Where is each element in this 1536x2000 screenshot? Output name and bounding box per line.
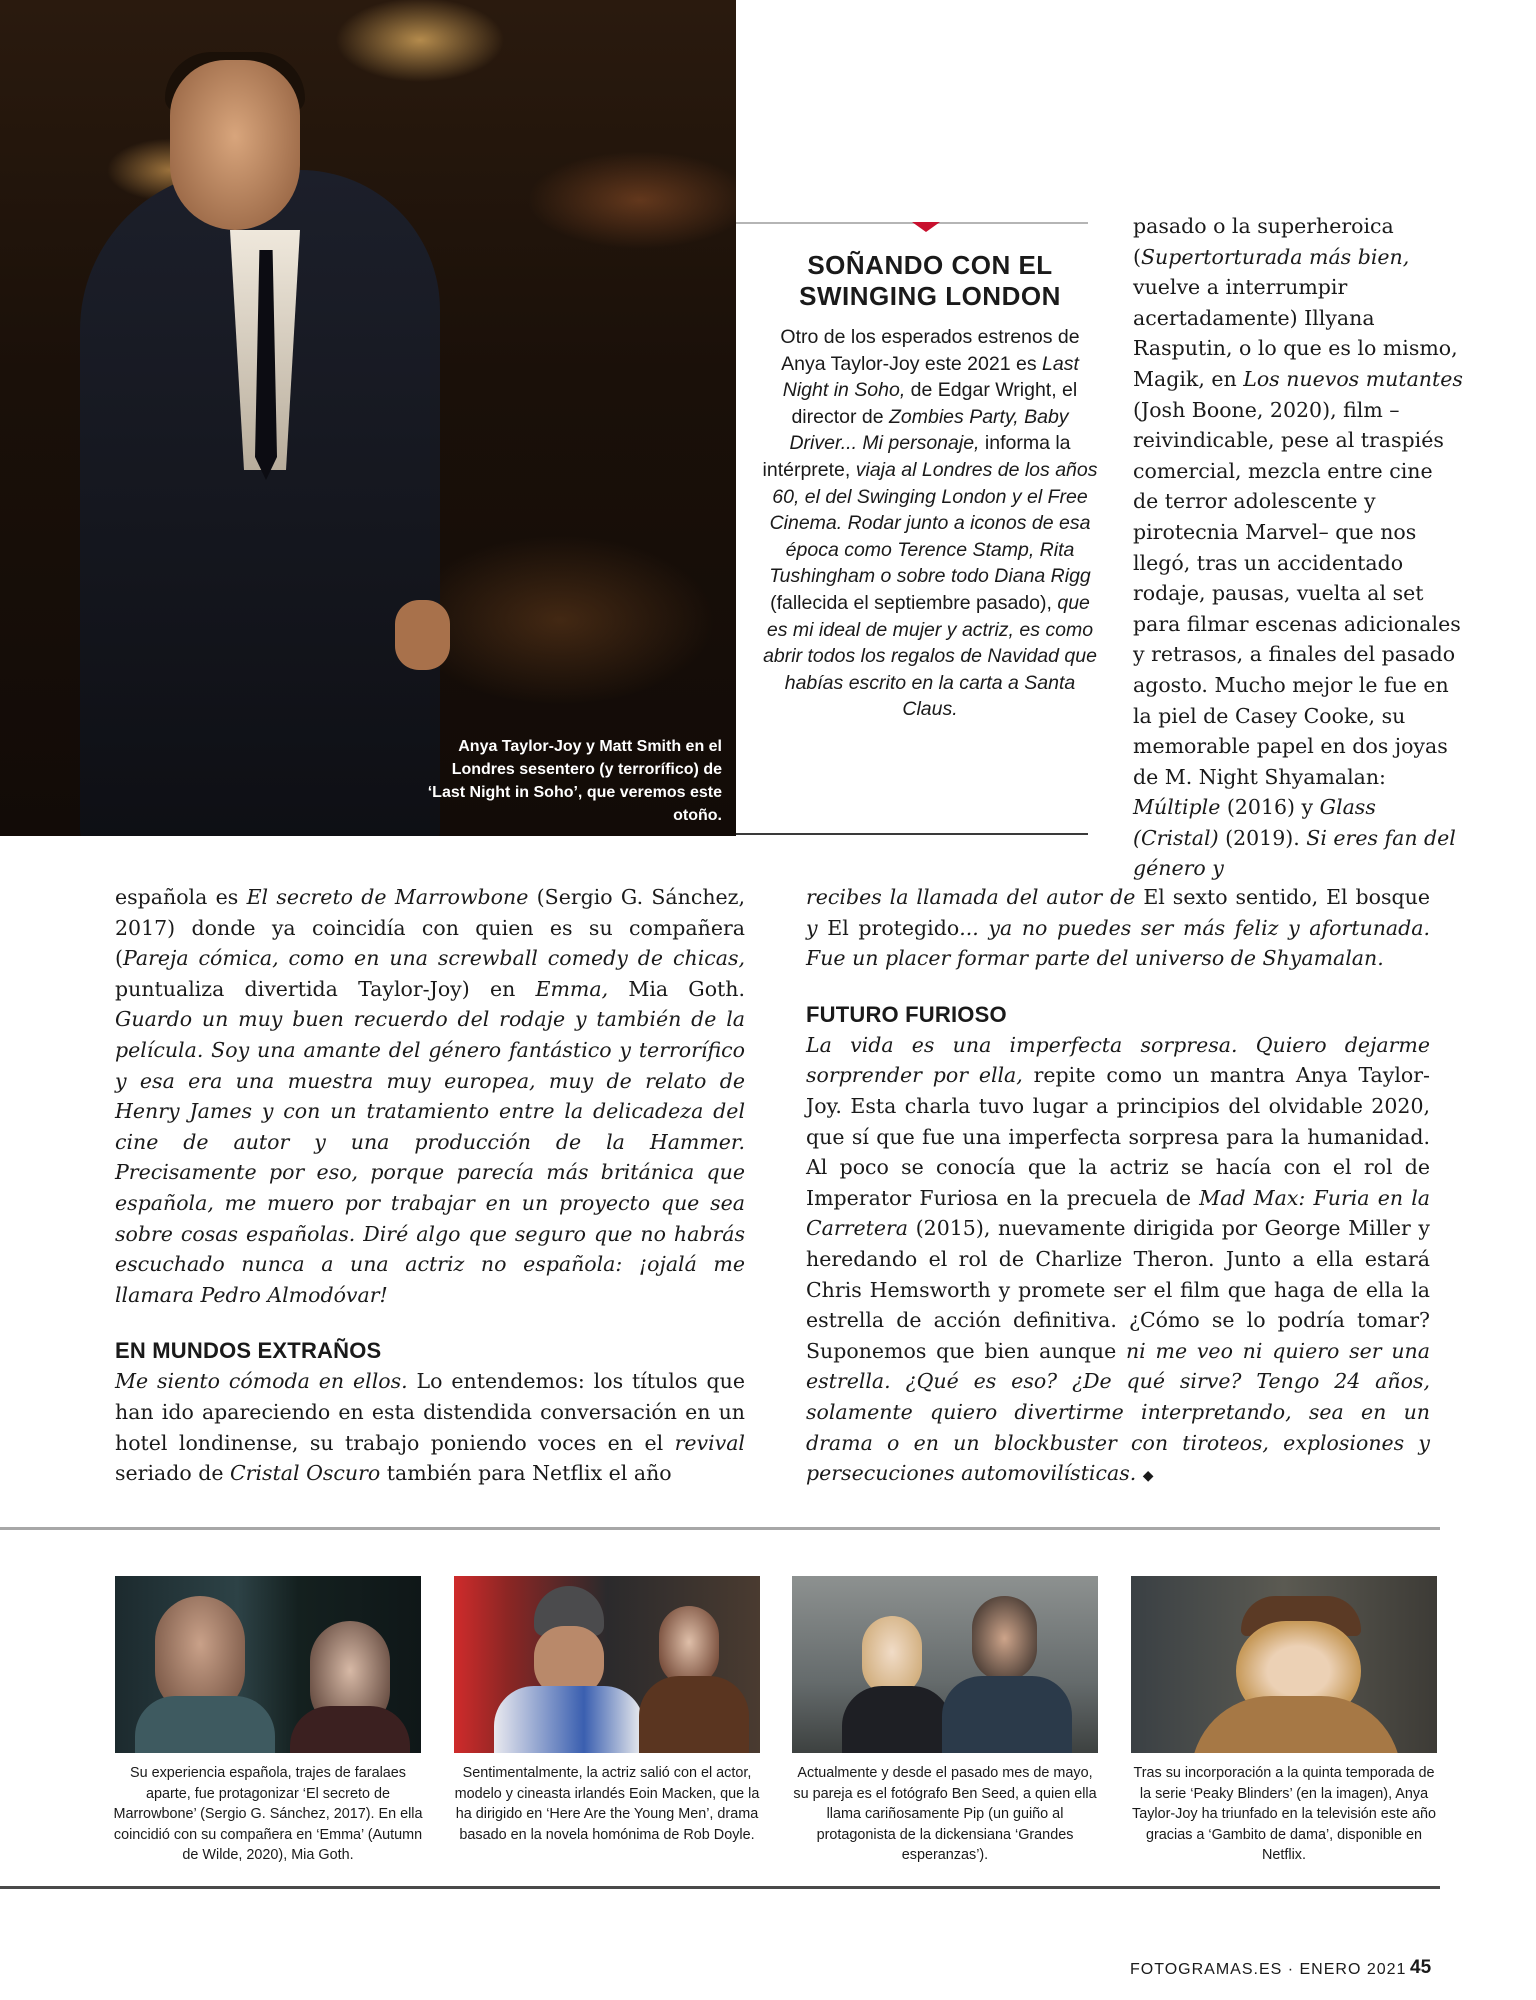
- strip-bottom-rule: [0, 1886, 1440, 1889]
- italic-text: Si eres fan del género y: [1133, 825, 1456, 881]
- text-run: pasado o la superheroica (: [1133, 214, 1394, 269]
- text-run: (2015), nuevamente dirigida por George Miller y heredando el rol de Charlize Theron. Junto a ella estará Chris Hemsworth y promete ser el film que haga de ella la estrella de acción definitiva. ¿Cómo se lo podría tomar? Suponemos que bien aunque: [806, 1216, 1430, 1363]
- article-column-right: [806, 882, 1430, 1492]
- photo-caption: Sentimentalmente, la actriz salió con el actor, modelo y cineasta irlandés Eoin Macken, que la ha dirigido en ‘Here Are the Young Men’, drama basado en la novela homónima de Rob Doyle.: [454, 1765, 760, 1843]
- text-run: Otro de los esperados estrenos de Anya Taylor-Joy este 2021 es: [780, 326, 1080, 375]
- sidebar-title: SOÑANDO CON EL SWINGING LONDON: [799, 250, 1061, 311]
- figure-hand: [395, 600, 450, 670]
- italic-text: Mad Max: Furia en la Carretera: [806, 1185, 1430, 1241]
- page-number: 45: [1410, 1957, 1432, 1978]
- article-paragraph: [806, 1030, 1430, 1492]
- text-run: (Sergio G. Sánchez, 2017) donde ya coincidía con quien es su compañera (: [115, 885, 745, 971]
- italic-text: que es mi ideal de mujer y actriz, es como abrir todos los regalos de Navidad que habías escrito en la carta a Santa Claus.: [763, 591, 1097, 721]
- section-heading-futuro: FUTURO FURIOSO: [806, 1001, 1007, 1027]
- text-run: Mia Goth.: [608, 976, 745, 1001]
- italic-text: Last Night in Soho,: [782, 352, 1079, 402]
- photo-marrowbone: [115, 1576, 421, 1753]
- hero-photo: [0, 0, 736, 836]
- italic-text: Guardo un muy buen recuerdo del rodaje y también de la película. Soy una amante del género fantástico y terrorífico y esa era una muestra muy europea, muy de relato de Henry James y con un tratamiento entre la delicadeza del cine de autor y una producción de la Hammer. Precisamente por eso, porque parecía más británica que española, me muero por trabajar en un proyecto que sea sobre cosas españolas. Diré algo que seguro que no habrás escuchado nunca a una actriz no española: ¡ojalá me llamara Pedro Almodóvar!: [115, 1007, 745, 1307]
- text-run: repite como un mantra Anya Taylor-Joy. Esta charla tuvo lugar a principios del olvidable 2020, que sí que fue una imperfecta sorpresa para la humanidad. Al poco se conocía que la actriz se hacía con el rol de Imperator Furiosa en la precuela de: [806, 1063, 1430, 1210]
- text-run: El sexto sentido, El bosque: [1135, 885, 1430, 909]
- article-paragraph: [806, 882, 1430, 974]
- photo-peaky-blinders: [1131, 1576, 1437, 1753]
- italic-text: Glass (Cristal): [1133, 795, 1376, 850]
- text-run: puntualiza divertida Taylor-Joy) en: [115, 976, 536, 1001]
- italic-text: revival: [674, 1430, 745, 1455]
- text-run: seriado de: [115, 1461, 230, 1486]
- italic-text: La vida es una imperfecta sorpresa. Quiero dejarme sorprender por ella,: [806, 1032, 1430, 1088]
- italic-text: ... ya no puedes ser más feliz y afortunada. Fue un placer formar parte del universo de Shyamalan.: [806, 915, 1430, 971]
- article-text: [806, 1033, 1430, 1485]
- italic-text: ni me veo ni quiero ser una estrella. ¿Qué es eso? ¿De qué sirve? Tengo 24 años, solamente quiero divertirme interpretando, sea en un drama o en un blockbuster con tiroteos, explosiones y persecuciones automovilísticas.: [806, 1338, 1430, 1486]
- text-run: (2016) y: [1220, 795, 1320, 820]
- section-heading-mundos: EN MUNDOS EXTRAÑOS: [115, 1338, 382, 1364]
- text-run: vuelve a interrumpir acertadamente) Illyana Rasputin, o lo que es lo mismo, Magik, en: [1133, 275, 1458, 391]
- text-run: de Edgar Wright, el director de: [791, 379, 1078, 428]
- text-run: El protegido: [817, 915, 960, 940]
- photo-caption: Tras su incorporación a la quinta temporada de la serie ‘Peaky Blinders’ (en la imagen), Anya Taylor-Joy ha triunfado en la televisión este año gracias a ‘Gambito de dama’, disponible en Netflix.: [1132, 1765, 1436, 1863]
- hero-caption: Anya Taylor-Joy y Matt Smith en el Londres sesentero (y terrorífico) de ‘Last Night in Soho’, que veremos este otoño.: [427, 738, 722, 824]
- text-run: (fallecida el septiembre pasado),: [770, 591, 1058, 614]
- italic-text: Emma,: [535, 976, 609, 1001]
- photo-caption: Actualmente y desde el pasado mes de mayo, su pareja es el fotógrafo Ben Seed, a quien ella llama cariñosamente Pip (un guiño al protagonista de la dickensiana ‘Grandes esperanzas’).: [793, 1765, 1097, 1863]
- text-run: informa la intérprete,: [762, 432, 1071, 481]
- strip-top-rule: [0, 1527, 1440, 1530]
- article-column-right-top: [1133, 211, 1463, 884]
- text-run: (2019).: [1218, 825, 1307, 850]
- sidebar-bottom-rule: [736, 833, 1088, 835]
- italic-text: viaja al Londres de los años 60, el del Swinging London y el Free Cinema. Rodar junto a iconos de esa época como Terence Stamp, Rita Tushingham o sobre todo Diana Rigg: [769, 458, 1098, 588]
- footer-brand: FOTOGRAMAS.ES · ENERO 2021: [1130, 1961, 1407, 1978]
- figure-face: [170, 60, 300, 230]
- italic-text: recibes la llamada del autor de: [806, 885, 1136, 909]
- end-of-article-icon: ◆: [1142, 1468, 1154, 1485]
- italic-text: Los nuevos mutantes: [1243, 366, 1463, 391]
- italic-text: Cristal Oscuro: [229, 1461, 381, 1486]
- text-run: también para Netflix el año: [380, 1461, 672, 1486]
- photo-caption: Su experiencia española, trajes de faralaes aparte, fue protagonizar ‘El secreto de Marrowbone’ (Sergio G. Sánchez, 2017). En ella coincidió con su compañera en ‘Emma’ (Autumn de Wilde, 2020), Mia Goth.: [113, 1765, 423, 1863]
- sidebar-body: [760, 324, 1100, 723]
- italic-text: Zombies Party, Baby Driver... Mi personaje,: [789, 405, 1069, 455]
- italic-text: Pareja cómica, como en una screwball comedy de chicas,: [123, 946, 745, 971]
- article-paragraph: [1133, 211, 1463, 884]
- italic-text: Supertorturada más bien,: [1141, 244, 1410, 269]
- italic-text: Múltiple: [1133, 795, 1221, 820]
- article-paragraph: [115, 1366, 745, 1488]
- italic-text: y: [806, 915, 818, 940]
- text-run: española es: [115, 885, 247, 909]
- photo-ben-seed: [792, 1576, 1098, 1753]
- photo-eoin-macken: [454, 1576, 760, 1753]
- text-run: Lo entendemos: los títulos que han ido apareciendo en esta distendida conversación en un hotel londinense, su trabajo poniendo voces en el: [115, 1369, 746, 1455]
- italic-text: El secreto de Marrowbone: [246, 885, 529, 909]
- italic-text: Me siento cómoda en ellos.: [115, 1369, 408, 1394]
- sidebar-marker-icon: [912, 222, 940, 232]
- text-run: (Josh Boone, 2020), film –reivindicable, pese al traspiés comercial, mezcla entre cine de terror adolescente y pirotecnia Marvel– que nos llegó, tras un accidentado rodaje, pausas, vuelta al set para filmar escenas adicionales y retrasos, a finales del pasado agosto. Mucho mejor le fue en la piel de Casey Cooke, su memorable papel en dos joyas de M. Night Shyamalan:: [1133, 397, 1461, 789]
- article-column-left: [115, 882, 745, 1489]
- article-paragraph: [115, 882, 745, 1310]
